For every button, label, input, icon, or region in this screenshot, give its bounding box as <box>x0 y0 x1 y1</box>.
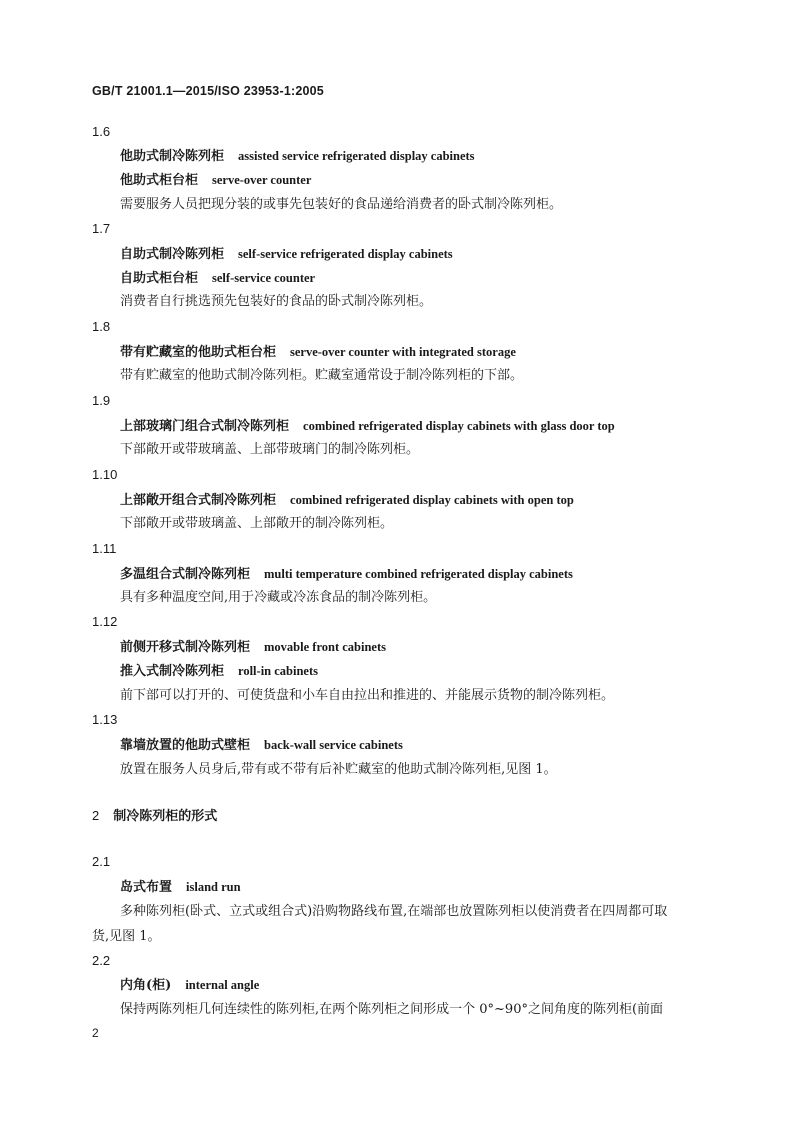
definition: 具有多种温度空间,用于冷藏或冷冻食品的制冷陈列柜。 <box>120 590 437 605</box>
term-en: self-service refrigerated display cabinets <box>238 247 453 261</box>
section-title: 制冷陈列柜的形式 <box>113 809 218 824</box>
term-en: assisted service refrigerated display cabinets <box>238 149 475 163</box>
definition: 前下部可以打开的、可使货盘和小车自由拉出和推进的、并能展示货物的制冷陈列柜。 <box>120 688 615 703</box>
term-zh: 岛式布置 <box>120 880 173 895</box>
definition: 多种陈列柜(卧式、立式或组合式)沿购物路线布置,在端部也放置陈列柜以使消费者在四周都可取 <box>120 904 668 919</box>
definition: 下部敞开或带玻璃盖、上部带玻璃门的制冷陈列柜。 <box>120 442 420 457</box>
term-zh: 内角(柜) <box>120 978 172 993</box>
term-line <box>120 270 315 287</box>
term-en: multi temperature combined refrigerated display cabinets <box>264 567 573 581</box>
term-zh: 多温组合式制冷陈列柜 <box>120 567 251 582</box>
clause-number: 1.10 <box>92 467 118 482</box>
definition-continuation: 货,见图 1。 <box>92 929 161 944</box>
term-line <box>120 639 386 656</box>
definition: 放置在服务人员身后,带有或不带有后补贮藏室的他助式制冷陈列柜,见图 1。 <box>120 762 557 777</box>
clause-number: 1.8 <box>92 319 111 334</box>
term-en: combined refrigerated display cabinets with glass door top <box>303 419 615 433</box>
term-line <box>120 344 516 361</box>
clause-number: 1.7 <box>92 221 111 236</box>
clause-number: 2.1 <box>92 854 111 869</box>
term-line <box>120 418 615 435</box>
term-line <box>120 172 311 189</box>
page-number: 2 <box>92 1026 99 1040</box>
term-zh: 他助式柜台柜 <box>120 173 199 188</box>
definition: 需要服务人员把现分装的或事先包装好的食品递给消费者的卧式制冷陈列柜。 <box>120 197 563 212</box>
term-en: roll-in cabinets <box>238 664 318 678</box>
term-line <box>120 977 259 994</box>
definition: 下部敞开或带玻璃盖、上部敞开的制冷陈列柜。 <box>120 516 394 531</box>
clause-number: 1.11 <box>92 541 117 556</box>
section-number: 2 <box>92 808 100 823</box>
term-zh: 自助式制冷陈列柜 <box>120 247 225 262</box>
term-zh: 上部敞开组合式制冷陈列柜 <box>120 493 277 508</box>
term-en: serve-over counter <box>212 173 312 187</box>
term-zh: 靠墙放置的他助式壁柜 <box>120 738 251 753</box>
term-line <box>120 148 475 165</box>
term-line <box>120 566 573 583</box>
term-en: movable front cabinets <box>264 640 387 654</box>
term-en: serve-over counter with integrated storage <box>290 345 516 359</box>
clause-number: 1.9 <box>92 393 111 408</box>
term-en: self-service counter <box>212 271 316 285</box>
definition: 保持两陈列柜几何连续性的陈列柜,在两个陈列柜之间形成一个 0°~90°之间角度的陈列柜(前面 <box>120 1002 664 1017</box>
term-zh: 推入式制冷陈列柜 <box>120 664 225 679</box>
term-zh: 带有贮藏室的他助式柜台柜 <box>120 345 277 360</box>
standard-code-header: GB/T 21001.1—2015/ISO 23953-1:2005 <box>92 84 324 98</box>
clause-number: 1.6 <box>92 124 111 139</box>
term-en: back-wall service cabinets <box>264 738 403 752</box>
term-zh: 自助式柜台柜 <box>120 271 199 286</box>
term-en: combined refrigerated display cabinets with open top <box>290 493 574 507</box>
term-line <box>120 737 403 754</box>
term-line <box>120 246 453 263</box>
term-zh: 前侧开移式制冷陈列柜 <box>120 640 251 655</box>
term-en: internal angle <box>185 978 260 992</box>
definition: 带有贮藏室的他助式制冷陈列柜。贮藏室通常设于制冷陈列柜的下部。 <box>120 368 524 383</box>
term-zh: 上部玻璃门组合式制冷陈列柜 <box>120 419 290 434</box>
clause-number: 1.13 <box>92 712 118 727</box>
term-line <box>120 663 318 680</box>
section-heading <box>92 808 217 825</box>
clause-number: 2.2 <box>92 953 111 968</box>
term-line <box>120 492 574 509</box>
term-line <box>120 879 241 896</box>
definition: 消费者自行挑选预先包装好的食品的卧式制冷陈列柜。 <box>120 294 433 309</box>
term-zh: 他助式制冷陈列柜 <box>120 149 225 164</box>
term-en: island run <box>186 880 241 894</box>
clause-number: 1.12 <box>92 614 118 629</box>
